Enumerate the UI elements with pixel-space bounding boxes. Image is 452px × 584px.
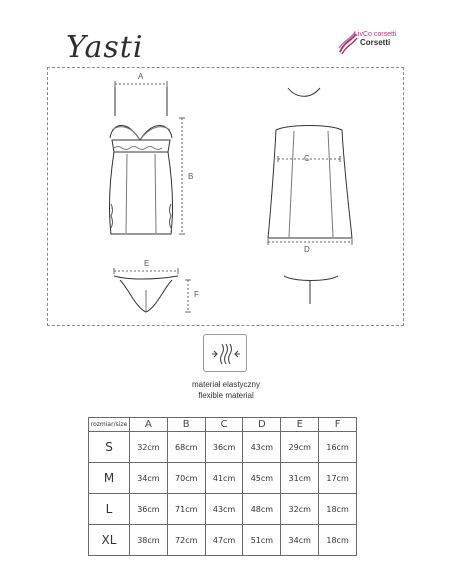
- table-row: [89, 525, 357, 556]
- measurement-cell: 51cm: [243, 525, 281, 556]
- measurement-cell: 47cm: [205, 525, 243, 556]
- column-header-b: B: [167, 418, 205, 432]
- measurement-cell: 16cm: [319, 432, 357, 463]
- dimension-label-a: A: [138, 72, 144, 81]
- measurement-diagram: [47, 67, 404, 326]
- measurement-cell: 41cm: [205, 463, 243, 494]
- measurement-cell: 31cm: [281, 463, 319, 494]
- measurement-cell: 34cm: [281, 525, 319, 556]
- measurement-cell: 68cm: [167, 432, 205, 463]
- measurement-cell: 36cm: [130, 494, 168, 525]
- column-header-e: E: [281, 418, 319, 432]
- measurement-cell: 32cm: [130, 432, 168, 463]
- column-header-f: F: [319, 418, 357, 432]
- measurement-cell: 45cm: [243, 463, 281, 494]
- measurement-cell: 43cm: [205, 494, 243, 525]
- size-cell: S: [89, 432, 130, 463]
- dimension-label-d: D: [304, 245, 310, 254]
- material-label-en: flexible material: [198, 391, 254, 400]
- stretch-material-icon: [203, 334, 247, 372]
- measurement-cell: 72cm: [167, 525, 205, 556]
- back-chemise-drawing: [268, 88, 352, 304]
- table-row: [89, 494, 357, 525]
- measurement-cell: 32cm: [281, 494, 319, 525]
- material-label-pl: materiał elastyczny: [191, 380, 261, 389]
- size-cell: XL: [89, 525, 130, 556]
- size-table-header-row: [89, 418, 357, 432]
- size-cell: L: [89, 494, 130, 525]
- column-header-d: D: [243, 418, 281, 432]
- measurement-cell: 70cm: [167, 463, 205, 494]
- measurement-cell: 48cm: [243, 494, 281, 525]
- table-row: [89, 463, 357, 494]
- column-header-c: C: [205, 418, 243, 432]
- brand-line-top: LivCo corsetti: [354, 31, 397, 38]
- product-title: Yasti: [66, 30, 144, 65]
- brand-logo: [338, 30, 402, 58]
- brand-line-bottom: Corsetti: [360, 38, 391, 47]
- measurement-cell: 36cm: [205, 432, 243, 463]
- measurement-cell: 29cm: [281, 432, 319, 463]
- size-table-corner-header: rozmiar/size: [89, 418, 130, 432]
- measurement-cell: 18cm: [319, 525, 357, 556]
- dimension-label-c: C: [304, 154, 310, 163]
- table-row: [89, 432, 357, 463]
- column-header-a: A: [130, 418, 168, 432]
- measurement-cell: 34cm: [130, 463, 168, 494]
- measurement-cell: 43cm: [243, 432, 281, 463]
- thong-drawing: [114, 268, 191, 312]
- measurement-cell: 18cm: [319, 494, 357, 525]
- front-chemise-drawing: [110, 81, 185, 234]
- measurement-cell: 17cm: [319, 463, 357, 494]
- measurement-cell: 71cm: [167, 494, 205, 525]
- measurement-cell: 38cm: [130, 525, 168, 556]
- dimension-label-e: E: [144, 259, 150, 268]
- dimension-label-b: B: [188, 172, 194, 181]
- size-cell: M: [89, 463, 130, 494]
- dimension-label-f: F: [194, 290, 199, 299]
- size-chart-table: [88, 417, 357, 556]
